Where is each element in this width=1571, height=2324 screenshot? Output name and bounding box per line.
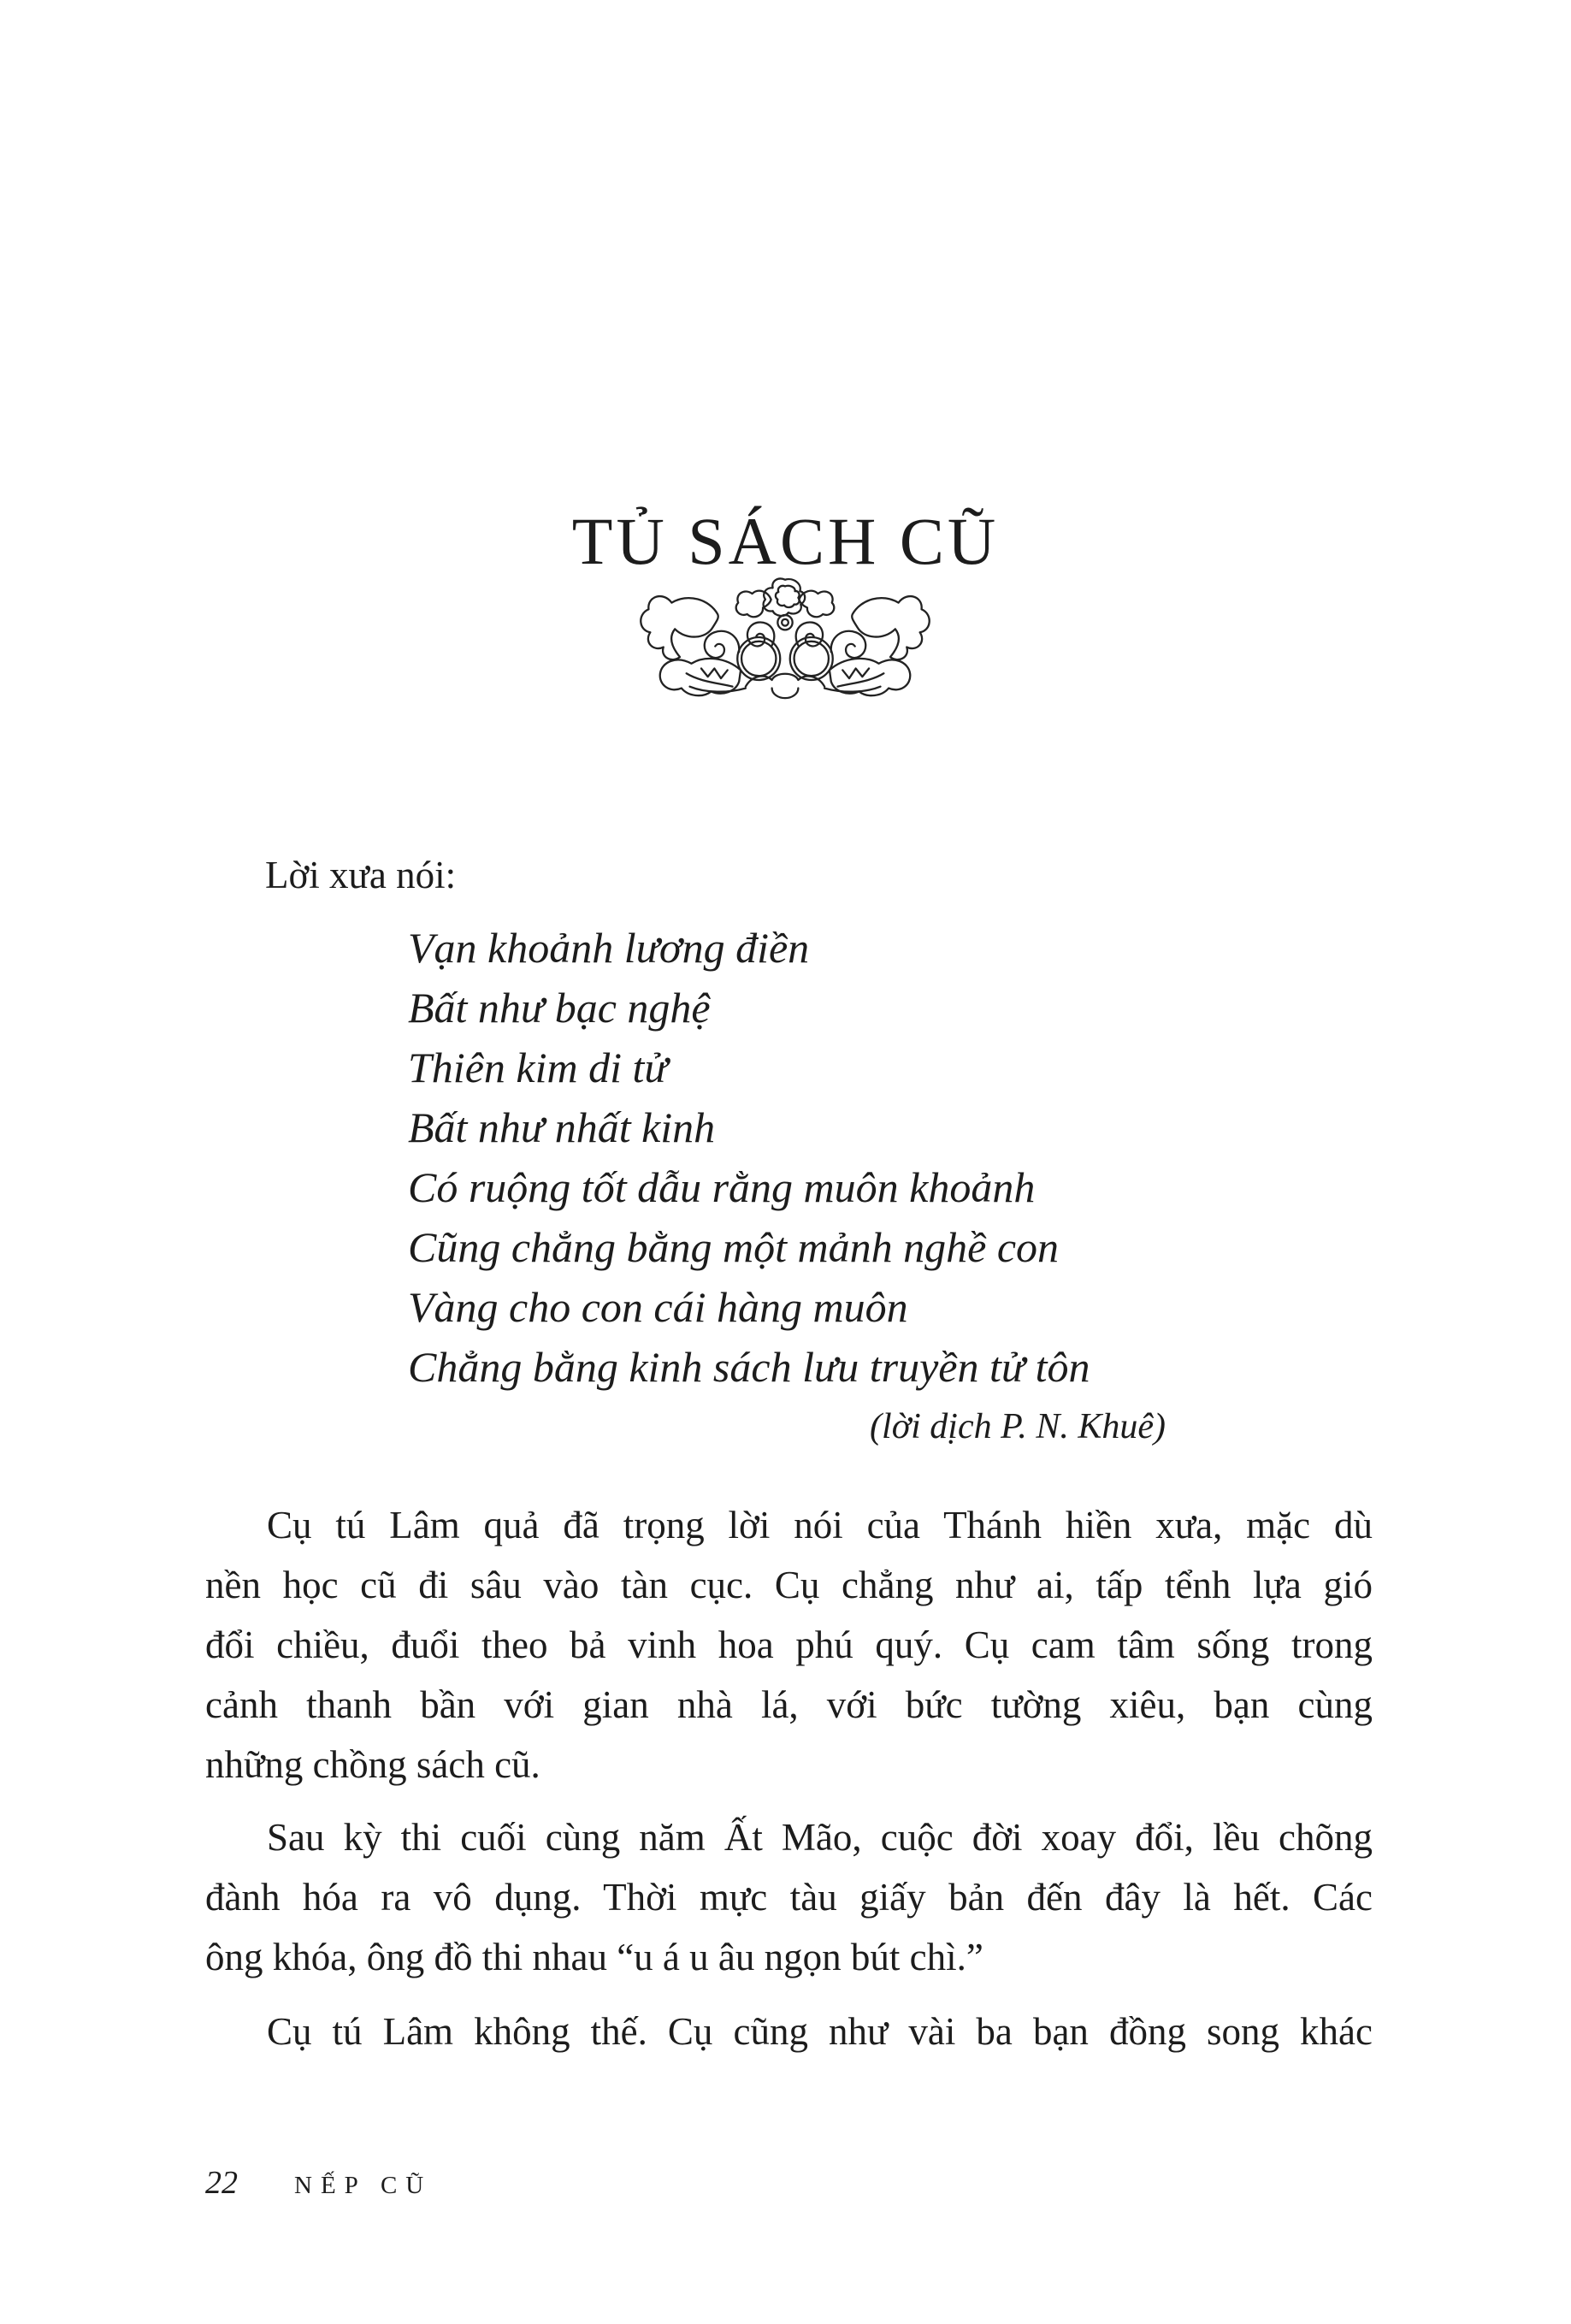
- body-line: ông khóa, ông đồ thi nhau “u á u âu ngọn bút chì.”: [205, 1936, 983, 1978]
- poem-line: Vạn khoảnh lương điền: [408, 924, 810, 972]
- page-footer: [205, 2162, 1373, 2203]
- poem-line: Chẳng bằng kinh sách lưu truyền tử tôn: [408, 1343, 1090, 1391]
- body-line: đành hóa ra vô dụng. Thời mực tàu giấy bản đến đây là hết. Các: [205, 1876, 1373, 1919]
- poem-block: [205, 918, 1373, 1457]
- body-line: những chồng sách cũ.: [205, 1743, 540, 1786]
- body-line: nền học cũ đi sâu vào tàn cục. Cụ chẳng như ai, tấp tểnh lựa gió: [205, 1564, 1373, 1606]
- intro-line: Lời xưa nói:: [265, 854, 457, 896]
- intro-block: [205, 845, 1373, 905]
- paragraph: [205, 1495, 1373, 1795]
- chapter-title: TỦ SÁCH CŨ: [571, 504, 1000, 579]
- body-line: đổi chiều, đuổi theo bả vinh hoa phú quý. Cụ cam tâm sống trong: [205, 1623, 1373, 1666]
- body-line: Cụ tú Lâm quả đã trọng lời nói của Thánh hiền xưa, mặc dù: [267, 1504, 1373, 1546]
- paragraph: [205, 2002, 1373, 2061]
- poem-attribution: (lời dịch P. N. Khuê): [870, 1407, 1166, 1446]
- body-line: Cụ tú Lâm không thế. Cụ cũng như vài ba bạn đồng song khác: [267, 2010, 1373, 2053]
- paragraph: [205, 1807, 1373, 1987]
- lotus-ornament: [637, 570, 933, 705]
- lotus-ornament-drawing: [637, 570, 933, 705]
- poem-line: Thiên kim di tử: [408, 1044, 668, 1091]
- poem-line: Bất như nhất kinh: [408, 1103, 716, 1151]
- running-title: NẾP CŨ: [294, 2172, 433, 2199]
- page-number: 22: [205, 2165, 238, 2201]
- body-line: cảnh thanh bần với gian nhà lá, với bức tường xiêu, bạn cùng: [205, 1683, 1373, 1726]
- poem-line: Vàng cho con cái hàng muôn: [408, 1283, 908, 1331]
- poem-line: Bất như bạc nghệ: [408, 984, 711, 1032]
- body-line: Sau kỳ thi cuối cùng năm Ất Mão, cuộc đời xoay đổi, lều chõng: [267, 1816, 1373, 1859]
- poem-line: Cũng chẳng bằng một mảnh nghề con: [408, 1223, 1060, 1271]
- poem-line: Có ruộng tốt dẫu rằng muôn khoảnh: [408, 1163, 1036, 1211]
